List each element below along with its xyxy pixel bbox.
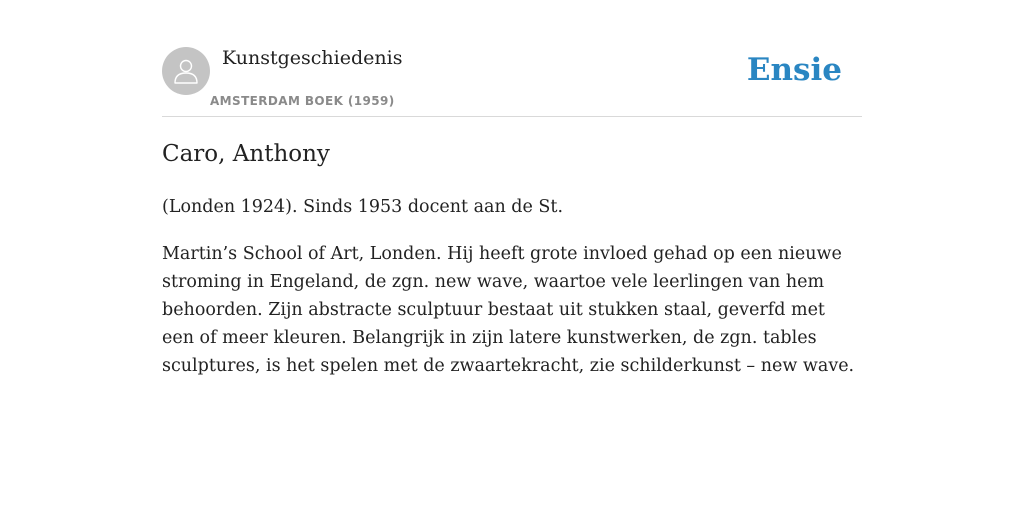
entry-article xyxy=(162,138,862,380)
header xyxy=(162,40,862,117)
entry-paragraph: Martin’s School of Art, Londen. Hij heeft grote invloed gehad op een nieuwe stroming in Engeland, de zgn. new wave, waartoe vele leerlingen van hem behoorden. Zijn abstracte sculptuur bestaat uit stukken staal, geverfd met een of meer kleuren. Belangrijk in zijn latere kunstwerken, de zgn. tables sculptures, is het spelen met de zwaartekracht, zie schilderkunst – new wave. xyxy=(162,244,855,376)
entry-paragraph: (Londen 1924). Sinds 1953 docent aan de St. xyxy=(162,197,564,217)
entry-title: Caro, Anthony xyxy=(162,141,330,167)
avatar[interactable] xyxy=(162,47,210,95)
book-title[interactable]: Kunstgeschiedenis xyxy=(222,47,403,69)
book-source: AMSTERDAM BOEK (1959) xyxy=(210,94,395,108)
ensie-logo[interactable]: Ensie xyxy=(746,52,842,88)
user-icon xyxy=(171,56,201,86)
